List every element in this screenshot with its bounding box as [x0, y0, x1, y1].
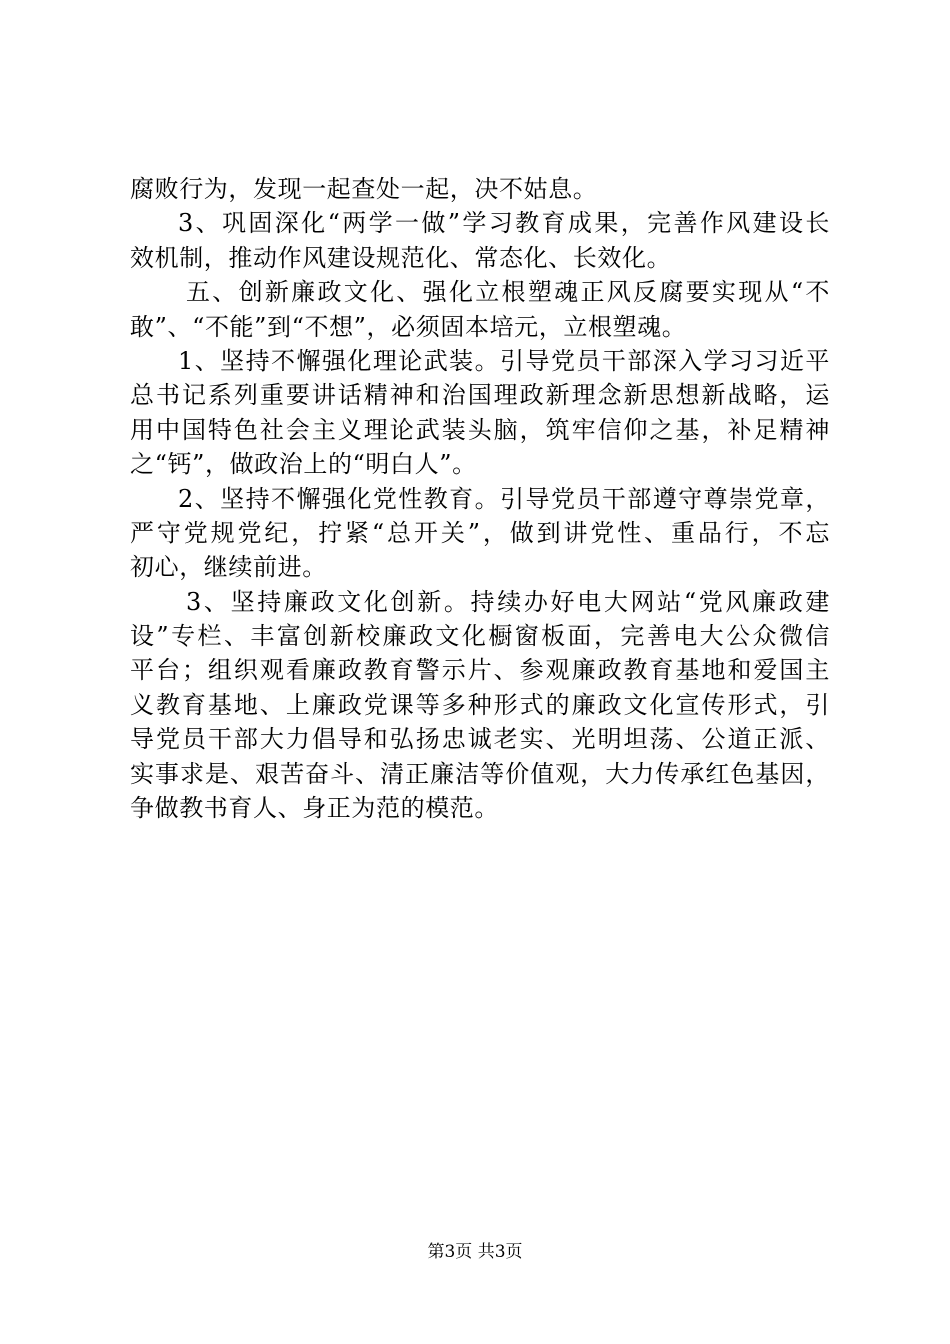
text-line: 平台；组织观看廉政教育警示片、参观廉政教育基地和爱国主 — [130, 656, 830, 685]
text-line: 效机制，推动作风建设规范化、常态化、长效化。 — [130, 243, 672, 272]
text-line: 严守党规党纪，拧紧“总开关”，做到讲党性、重品行，不忘 — [130, 518, 830, 547]
text-line: 1、坚持不懈强化理论武装。引导党员干部深入学习习近平 — [178, 346, 830, 375]
text-line: 实事求是、艰苦奋斗、清正廉洁等价值观，大力传承红色基因， — [130, 759, 830, 788]
text-line: 之“钙”，做政治上的“明白人”。 — [130, 450, 477, 479]
text-line: 2、坚持不懈强化党性教育。引导党员干部遵守尊崇党章， — [178, 484, 830, 513]
text-line: 义教育基地、上廉政党课等多种形式的廉政文化宣传形式，引 — [130, 690, 830, 719]
text-line: 导党员干部大力倡导和弘扬忠诚老实、光明坦荡、公道正派、 — [130, 725, 830, 754]
text-line: 3、坚持廉政文化创新。持续办好电大网站“党风廉政建 — [186, 587, 830, 616]
text-line: 用中国特色社会主义理论武装头脑，筑牢信仰之基，补足精神 — [130, 415, 830, 444]
document-body — [130, 172, 830, 825]
page-footer: 第3页 共3页 — [427, 1242, 523, 1262]
text-line: 腐败行为，发现一起查处一起，决不姑息。 — [130, 175, 598, 203]
text-line: 初心，继续前进。 — [130, 553, 327, 582]
text-line: 争做教书育人、身正为范的模范。 — [130, 794, 499, 823]
text-line: 敢”、“不能”到“不想”，必须固本培元，立根塑魂。 — [130, 312, 687, 341]
text-line: 3、巩固深化“两学一做”学习教育成果，完善作风建设长 — [178, 209, 830, 238]
text-line: 五、创新廉政文化、强化立根塑魂正风反腐要实现从“不 — [186, 278, 830, 307]
text-line: 总书记系列重要讲话精神和治国理政新理念新思想新战略，运 — [130, 381, 830, 410]
text-line: 设”专栏、丰富创新校廉政文化橱窗板面，完善电大公众微信 — [130, 622, 830, 651]
